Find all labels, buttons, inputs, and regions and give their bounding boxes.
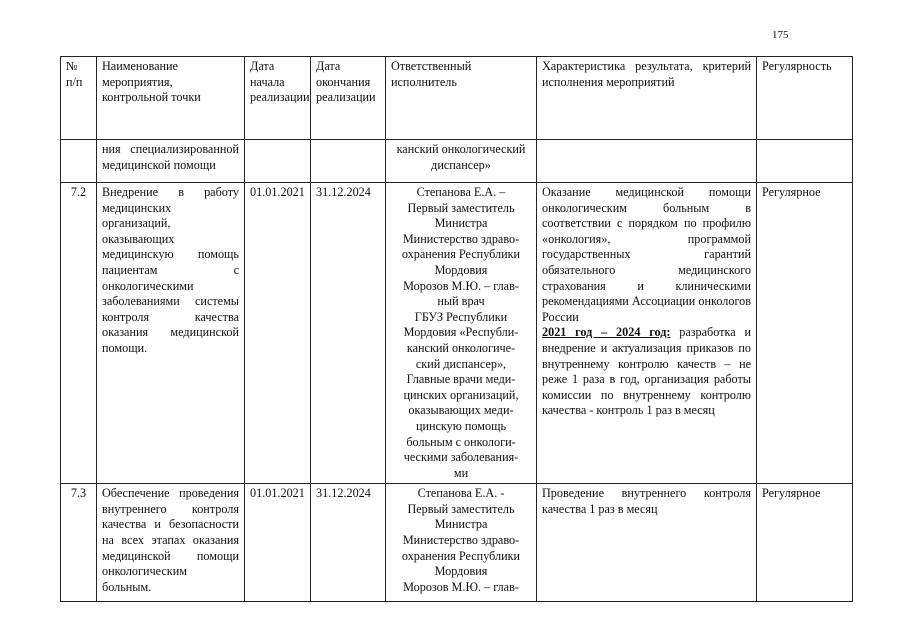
table-row — [61, 484, 853, 602]
row-num: 7.3 — [61, 484, 97, 602]
row-start-date: 01.01.2021 — [245, 183, 311, 484]
header-regularity: Регулярность — [757, 57, 853, 140]
result-period: 2021 год – 2024 год: — [542, 325, 671, 340]
row-responsible: Степанова Е.А. - Первый заместитель Министра Министерство здраво- охранения Республики Мордовия Морозов М.Ю. – глав- — [386, 484, 537, 602]
table-row — [61, 183, 853, 484]
header-name: Наименование мероприятия, контрольной точки — [97, 57, 245, 140]
result-rest: разработка и внедрение и актуализация приказов по внутреннему контролю качеств – не реже 1 раза в год, организация работы комиссии по внутреннему контролю качества - контроль 1 раз в месяц — [542, 325, 751, 418]
page-number: 175 — [772, 29, 789, 41]
row-num: 7.2 — [61, 183, 97, 484]
header-num: № п/п — [61, 57, 97, 140]
result-main: Оказание медицинской помощи онкологическим больным в соответствии с порядком по профилю «онкология», программой государственных гарантий обязательного медицинского страхования и клиническими рекомендациями Ассоциации онкологов России — [542, 185, 751, 324]
measures-table — [60, 56, 853, 602]
cell-empty — [245, 140, 311, 183]
cell-empty — [61, 140, 97, 183]
header-end: Дата окончания реализации — [311, 57, 386, 140]
row-end-date: 31.12.2024 — [311, 484, 386, 602]
continuation-name: ния специализированной медицинской помощи — [97, 140, 245, 183]
row-name: Обеспечение проведения внутреннего контроля качества и безопасности на всех этапах оказания медицинской помощи онкологическим больным. — [97, 484, 245, 602]
continuation-row — [61, 140, 853, 183]
cell-empty — [757, 140, 853, 183]
row-name: Внедрение в работу медицинских организаций, оказывающих медицинскую помощь пациентам с онкологическими заболеваниями системы контроля качества оказания медицинской помощи. — [97, 183, 245, 484]
row-result: Проведение внутреннего контроля качества 1 раз в месяц — [537, 484, 757, 602]
row-result — [537, 183, 757, 484]
header-start: Дата начала реализации — [245, 57, 311, 140]
header-row — [61, 57, 853, 140]
header-result: Характеристика результата, критерий исполнения мероприятий — [537, 57, 757, 140]
row-start-date: 01.01.2021 — [245, 484, 311, 602]
row-regularity: Регулярное — [757, 183, 853, 484]
cell-empty — [311, 140, 386, 183]
row-end-date: 31.12.2024 — [311, 183, 386, 484]
header-responsible: Ответственный исполнитель — [386, 57, 537, 140]
continuation-responsible: канский онкологический диспансер» — [386, 140, 537, 183]
cell-empty — [537, 140, 757, 183]
row-responsible: Степанова Е.А. – Первый заместитель Министра Министерство здраво- охранения Республики Мордовия Морозов М.Ю. – глав- ный врач ГБУЗ Республики Мордовия «Республи- канский онкологиче- ский диспансер», Главные врачи меди- цинских организаций, оказывающих меди- цинскую помощь больным с онкологи- ческими заболевания- ми — [386, 183, 537, 484]
row-regularity: Регулярное — [757, 484, 853, 602]
